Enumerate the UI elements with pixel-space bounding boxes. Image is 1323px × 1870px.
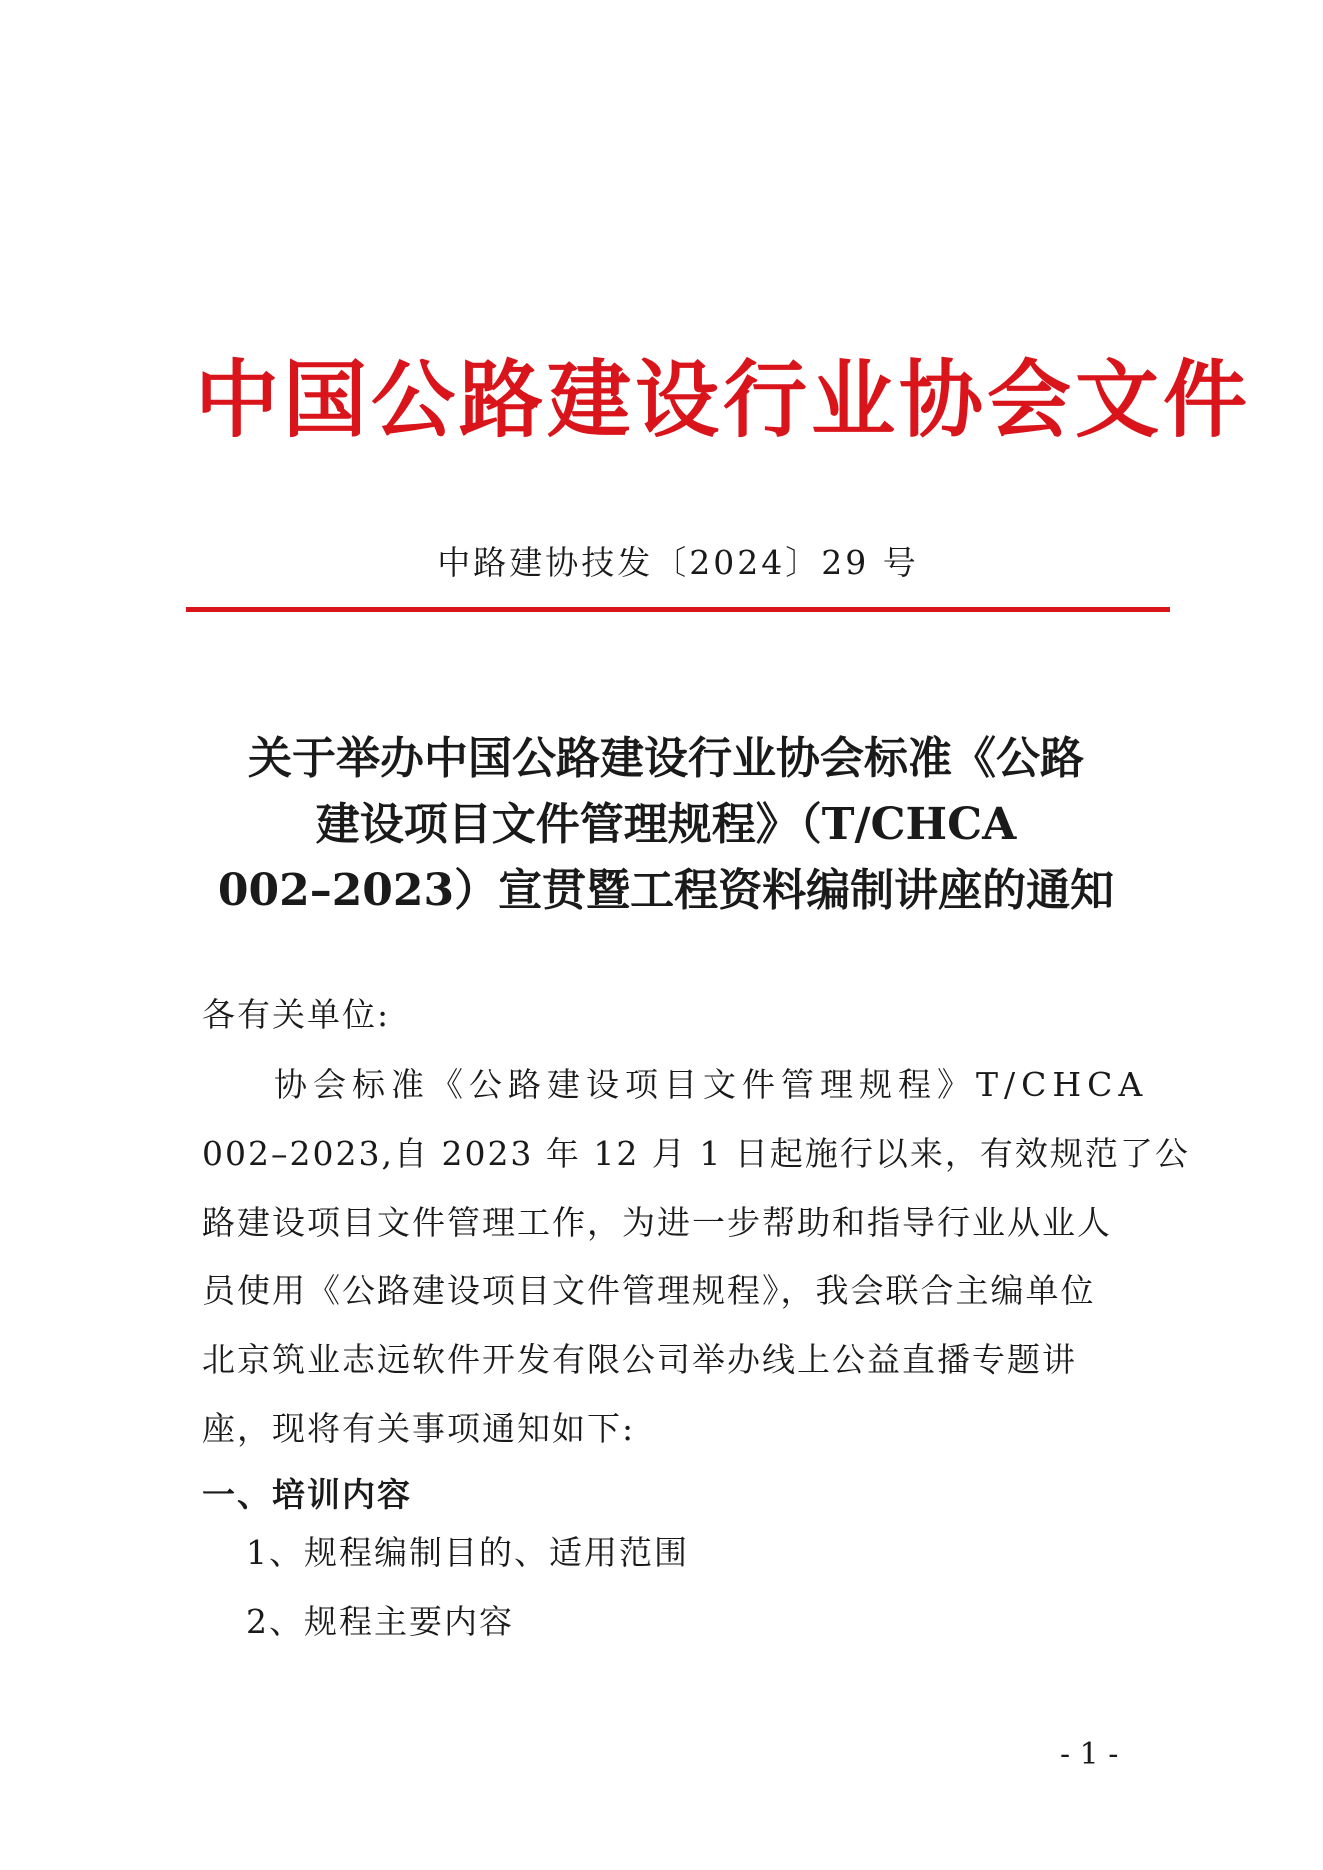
notice-title-line-1: 关于举办中国公路建设行业协会标准《公路	[248, 733, 1084, 784]
paragraph-line-1: 协会标准《公路建设项目文件管理规程》T/CHCA	[274, 1065, 1149, 1104]
paragraph-line-6: 座，现将有关事项通知如下:	[202, 1409, 636, 1448]
list-item: 2、规程主要内容	[246, 1602, 514, 1641]
paragraph-line-5: 北京筑业志远软件开发有限公司举办线上公益直播专题讲	[202, 1340, 1077, 1379]
paragraph-line-3: 路建设项目文件管理工作，为进一步帮助和指导行业从业人	[202, 1203, 1112, 1242]
notice-title-line-3: 002–2023）宣贯暨工程资料编制讲座的通知	[217, 865, 1115, 916]
document-number: 中路建协技发〔2024〕29 号	[437, 543, 919, 582]
paragraph-line-4: 员使用《公路建设项目文件管理规程》，我会联合主编单位	[202, 1271, 1096, 1310]
list-item: 1、规程编制目的、适用范围	[246, 1533, 689, 1572]
notice-title	[196, 726, 1136, 924]
notice-title-line-2: 建设项目文件管理规程》（T/CHCA	[315, 799, 1017, 850]
salutation: 各有关单位:	[202, 995, 391, 1034]
red-divider	[186, 607, 1170, 612]
organization-header: 中国公路建设行业协会文件	[195, 351, 1252, 449]
paragraph-line-2: 002–2023,自 2023 年 12 月 1 日起施行以来，有效规范了公	[202, 1134, 1190, 1173]
section-heading: 一、培训内容	[202, 1475, 412, 1514]
page-number: - 1 -	[1060, 1737, 1119, 1772]
